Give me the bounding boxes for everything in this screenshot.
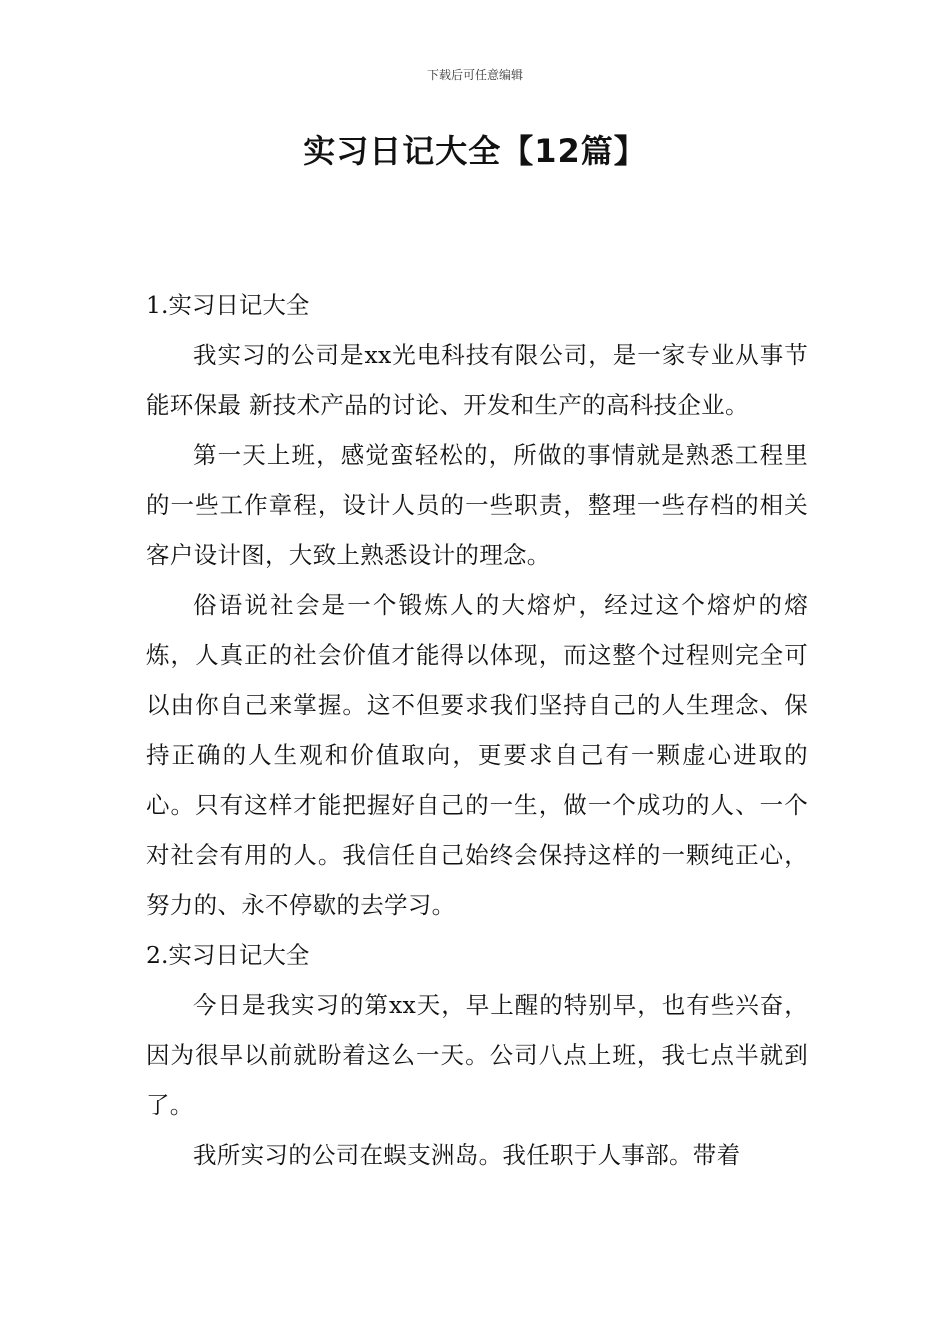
section-1 [146, 280, 808, 930]
section-heading: 1.实习日记大全 [146, 291, 310, 319]
paragraph: 我所实习的公司在蜈支洲岛。我任职于人事部。带着 [193, 1141, 741, 1169]
document-title: 实习日记大全【12篇】 [303, 132, 647, 170]
document-body [146, 280, 808, 1180]
paragraph: 第一天上班，感觉蛮轻松的，所做的事情就是熟悉工程里的一些工作章程，设计人员的一些职责，整理一些存档的相关客户设计图，大致上熟悉设计的理念。 [146, 441, 808, 569]
header-note: 下载后可任意编辑 [426, 68, 523, 82]
paragraph: 今日是我实习的第xx天，早上醒的特别早，也有些兴奋，因为很早以前就盼着这么一天。公司八点上班，我七点半就到了。 [146, 991, 808, 1119]
paragraph: 我实习的公司是xx光电科技有限公司，是一家专业从事节能环保最 新技术产品的讨论、开发和生产的高科技企业。 [146, 341, 808, 419]
section-heading: 2.实习日记大全 [146, 941, 310, 969]
paragraph: 俗语说社会是一个锻炼人的大熔炉，经过这个熔炉的熔炼，人真正的社会价值才能得以体现，而这整个过程则完全可以由你自己来掌握。这不但要求我们坚持自己的人生理念、保持正确的人生观和价值取向，更要求自己有一颗虚心进取的心。只有这样才能把握好自己的一生，做一个成功的人、一个对社会有用的人。我信任自己始终会保持这样的一颗纯正心，努力的、永不停歇的去学习。 [146, 591, 808, 919]
section-2 [146, 930, 808, 1180]
